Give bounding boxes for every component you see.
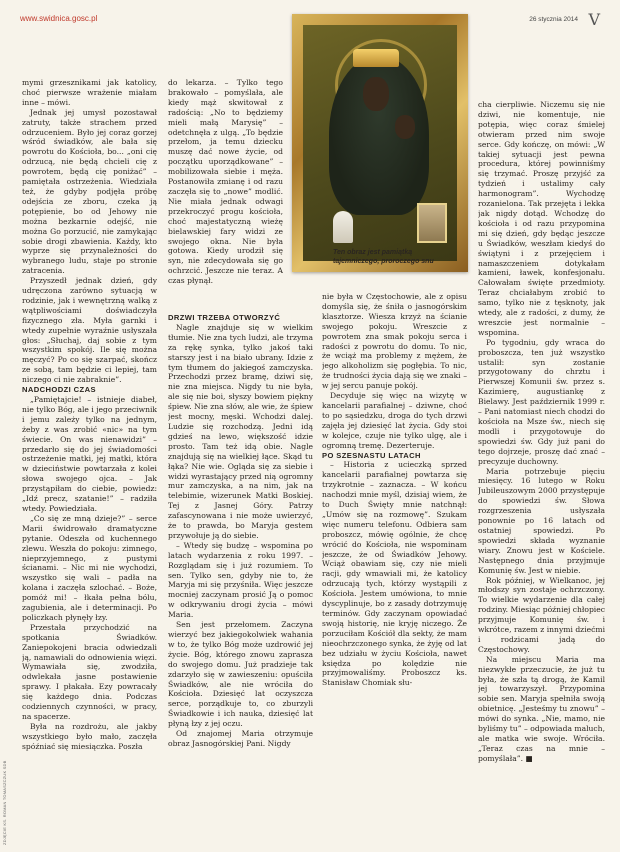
paragraph: „Pamiętajcie! – istnieje diabeł, nie tylko Bóg, ale i jego przeciwnik i jemu zależy tylko na jednym, żeby z was zrobić «nic» na tym świecie. On was nienawidzi” – przedarło się do jej świadomości ostrzeżenie matki, jej matki, która w dzieciństwie powtarzała z kolei słowa swojego ojca. – Jak przystąpiłam do ciebie, powiedz: „Idź precz, szatanie!” – radziła wtedy. Powiedziała. xyxy=(22,395,157,513)
paragraph: Przyszedł jednak dzień, gdy udręczona zarówno sytuacją w rodzinie, jak i wewnętrzną walką z wątpliwościami doświadczyła fizycznego zła. Myła garnki i wtedy zupełnie wyraźnie usłyszała głos: „Słuchaj, daj sobie z tym wszystkim spokój. Ile się można męczyć? Po co się szarpać, skończ ze sobą, tam będzie ci lepiej, tam niczego ci nie zabraknie”. xyxy=(22,276,157,385)
paragraph: Po tygodniu, gdy wraca do proboszcza, ten już wszystko ustalił: syn zostanie przygotowany do chrztu i Pierwszej Komunii św. przez s. Kazimierę, augustiankę z Bielawy. Jest październik 1999 r. – Pani natomiast niech chodzi do kościoła na Msze św., niech się modli i przygotowuje do spowiedzi św. Gdy już pani do tego dojrzeje, proszę dać znać – precyzuje duchowny. xyxy=(478,337,605,466)
paragraph: Przestała przychodzić na spotkania Świadków. Zaniepokojeni bracia odwiedzali ją, namawiali do odnowienia więzi. Wymawiała się, zwodziła, odwlekała jasne postawienie sprawy. I płakała. Ezy powracały się każdego dnia. Podczas codziennych czynności, w pracy, na spacerze. xyxy=(22,622,157,721)
painting-icon xyxy=(303,25,457,261)
article-column-2 xyxy=(168,313,313,846)
paragraph: Decyduje się więc na wizytę w kancelarii parafialnej – dziwne, choć to po sąsiedzku, droga do tych drzwi zajęła jej dziesięć lat życia. Gdy stoi w kolejce, czuje nie tylko ulgę, ale i ogromną tremę. Dezerteruje. xyxy=(322,391,467,450)
site-url: www.swidnica.gosc.pl xyxy=(20,14,98,23)
photo-credit: ZDJĘCIE KS. ROMAN TOMASZCZUK SDB xyxy=(2,760,7,845)
paragraph: – Historia z ucieczką sprzed kancelarii parafialnej powtarza się trzykrotnie – zaznacza. – W końcu nachodzi mnie myśl, dzisiaj wiem, że to Duch Święty mnie natchnął: „Umów się na rozmowę”. Szukam więc numeru telefonu. Odbiera sam proboszcz, mówię ogólnie, że chcę wrócić do Kościoła, nie wspominam jeszcze, że od Świadków Jehowy. Wciąż obawiam się, czy nie mieli racji, gdy wmawiali mi, że katolicy odrzucają tych, którzy wystąpili z Kościoła. Jestem umówiona, to mnie dyscyplinuje, bo z zasady dotrzymuję terminów. Gdy zaczynam opowiadać swoją historię, nie kryję niczego. Że porzuciłam Kościół dla sekty, że mam nieochrzczonego synka, że żyję od lat bez udziału w życiu Kościoła, nawet księdza po kolędzie nie przyjmowaliśmy. Proboszcz ks. Stanisław Chomiak słu- xyxy=(322,460,467,688)
paragraph: – Wtedy się budzę – wspomina po latach wydarzenia z roku 1997. – Rozglądam się i już rozumiem. To sen. Tylko sen, gdyby nie to, że Maryja mi się przyśniła. Więc jeszcze mocniej zaczynam prosić Ją o pomoc w odkrywaniu drogi życia – mówi Maria. xyxy=(168,540,313,620)
section-heading: NADCHODZI CZAS xyxy=(22,385,96,395)
paragraph: „Co się ze mną dzieje?” – serce Marii świdrowało dramatyczne pytanie. Odeszła od kuchennego zlewu. Weszła do pokoju: zimnego, nieprzyjemnego, z pustymi ścianami. – Nic mi nie wychodzi, wszystko się wali – padła na kolana i zaczęła szlochać. – Boże, pomóż mi! – łkała pełna bólu, zagubienia, ale i determinacji. Po policzkach płynęły łzy. xyxy=(22,513,157,622)
article-column-3 xyxy=(322,292,467,846)
image-caption: Ten obraz jest pamiątką tajemniczego, proroczego snu xyxy=(333,249,434,265)
paragraph: do lekarza. – Tylko tego brakowało – pomyślała, ale kiedy mąż skwitował z radością: „No to będziemy mieli małą Marysię” – odetchnęła z ulgą. „To będzie przełom, ja temu dziecku muszę dać nowe życie, od początku uporządkowane” – mobilizowała siebie i męża. Postanowiła zmianę i od razu zaczęła się to „nowe” modlić. Nie miała jednak odwagi przekroczyć progu kościoła, choć majestatyczną wieżę bielawskiej fary widzi ze swojego okna. Nie była gotowa. Kiedy urodził się syn, nie zdecydowała się go ochrzcić. Jeszcze nie teraz. A czas płynął. xyxy=(168,78,283,286)
paragraph: cha cierpliwie. Niczemu się nie dziwi, nie komentuje, nie potępia, więc coraz śmielej otwieram przed nim swoje serce. Gdy kończę, on mówi: „W takiej sytuacji jest pewna procedura, której powinniśmy się trzymać. Proszę przyjść za tydzień i ustalimy cały harmonogram”. Wychodzę rozanielona. Tak przejęta i lekka jak nigdy dotąd. Wchodzę do kościoła i od razu przypomina mi się dzień, gdy będąc jeszcze u Świadków, weszłam kiedyś do świątyni i z przejęciem i namaszczeniem dotykałam kamieni, ławek, konfesjonału. Całowałam święte przedmioty. Teraz chciałabym zrobić to samo, tylko nie z tęsknoty, jak wtedy, ale z radości, z dumy, że wreszcie jest normalnie – wspomina. xyxy=(478,100,605,337)
issue-date: 26 stycznia 2014 xyxy=(529,16,578,23)
section-heading: PO SZESNASTU LATACH xyxy=(322,450,421,460)
paragraph: Sen jest przełomem. Zaczyna wierzyć bez jakiegokolwiek wahania w to, że tylko Bóg może uzdrowić jej życie. Bóg, którego znowu zaprasza do swojego domu. Już pradzieje tak zdarzyło się w zawieszeniu: opuściła Świadków, ale nie wróciła do Kościoła. Dziesięć lat oczyszcza serce, porządkuje to, co zburzyli Świadkowie i ich nauka, dziesięć lat płyną łzy z jej oczu. xyxy=(168,620,313,729)
paragraph: Na miejscu Maria ma niezwykłe przeczucie, że już tu była, że szła tą drogą, że Kamil jej towarzyszył. Przypomina sobie sen. Maryja spełniła swoją obietnicę. „Jesteśmy tu znowu” – mówi do synka. „Nie, mamo, nie byliśmy tu” – odpowiada maluch, ale matka wie swoje. Wróciła. „Teraz czas na mnie – pomyślała”. ■ xyxy=(478,654,605,763)
article-column-2-top xyxy=(168,78,283,308)
paragraph: mymi grzesznikami jak katolicy, choć pierwsze wrażenie miałam inne – mówi. xyxy=(22,78,157,107)
paragraph: Nagle znajduje się w wielkim tłumie. Nie zna tych ludzi, ale trzyma za rękę synka, tylko jakoś taki starszy jest i na biało ubrany. Idzie z tym tłumem do jakiegoś zamczyska. Przechodzi przez bramę, dziwi się, nie zna miejsca. Nigdy tu nie była, ale się nie boi, słyszy bowiem piękny śpiew. Nie zna słów, ale wie, że śpiew jest mocny, męski. Wchodzi dalej. Ludzie się rozchodzą. Jedni idą gdzieś na lewo, większość idzie prosto. Tam też idą obie. Nagle znajdują się na wielkiej łące. Skąd tu łąka? Nie wie. Ogląda się za siebie i widzi wyrastający przed nią ogromny mur zamczyska, a na nim, jak na telebimie, wizerunek Matki Boskiej. Tej z Jasnej Góry. Patrzy zafascynowana i nie może uwierzyć, że to prawda, bo Maryja gestem przywołuje ją do siebie. xyxy=(168,322,313,540)
painting-image xyxy=(292,14,468,272)
paragraph: Rok później, w Wielkanoc, jej młodszy syn zostaje ochrzczony. To wielkie wydarzenie dla całej rodziny. Miesiąc później chłopiec przyjmuje Komunię św. i wkrótce, razem z innymi dziećmi i rodzicami jadą do Częstochowy. xyxy=(478,575,605,654)
paragraph: Maria potrzebuje pięciu miesięcy. 16 lutego w Roku Jubileuszowym 2000 przystępuje do spowiedzi św. Słowa rozgrzeszenia usłyszała ponownie po 16 latach od ostatniej spowiedzi. Po spowiedzi składa wyznanie wiary. Znowu jest w Kościele. Następnego dnia przyjmuje Komunię św. Jest w niebie. xyxy=(478,466,605,575)
paragraph: Była na rozdrożu, ale jakby wszystkiego było mało, zaczęła spóźniać się miesiączka. Poszła xyxy=(22,721,157,751)
section-heading: DRZWI TRZEBA OTWORZYĆ xyxy=(168,313,281,322)
article-column-1 xyxy=(22,78,157,846)
end-mark: ■ xyxy=(525,753,533,763)
paragraph: Od znajomej Maria otrzymuje obraz Jasnogórskiej Pani. Nigdy xyxy=(168,729,313,748)
page-mark: V xyxy=(588,10,600,29)
article-column-4 xyxy=(478,100,605,846)
paragraph: Jednak jej umysł pozostawał zatruty, także strachem przed odrzuceniem. Było jej coraz gorzej wśród świadków, ale bała się powrotu do Kościoła, bo... „oni cię odrzucą, nie będą chcieli cię z powrotem, będą cię poniżać” – pamiętała ostrzeżenia. Wiedziała też, że gdyby podjęła próbę odejścia ze zboru, czeka ją potępienie, bo od Jehowy nie można bezkarnie odejść, nie można Go porzucić, nie zamykając sobie drogi zbawienia. Każdy, kto wyprze się przynależności do wybranego ludu, staje po stronie zatracenia. xyxy=(22,107,157,276)
paragraph: nie była w Częstochowie, ale z opisu domyśla się, że śniła o jasnogórskim klasztorze. Wiesza krzyż na ścianie swojego pokoju. Wreszcie z powrotem zna smak pokoju serca i radości z powrotu do domu. To nic, że wciąż ma problemy z mężem, że jego alkoholizm się pogłębia. To nic, że trudności życia dają się we znaki – w jej sercu panuje pokój. xyxy=(322,292,467,391)
